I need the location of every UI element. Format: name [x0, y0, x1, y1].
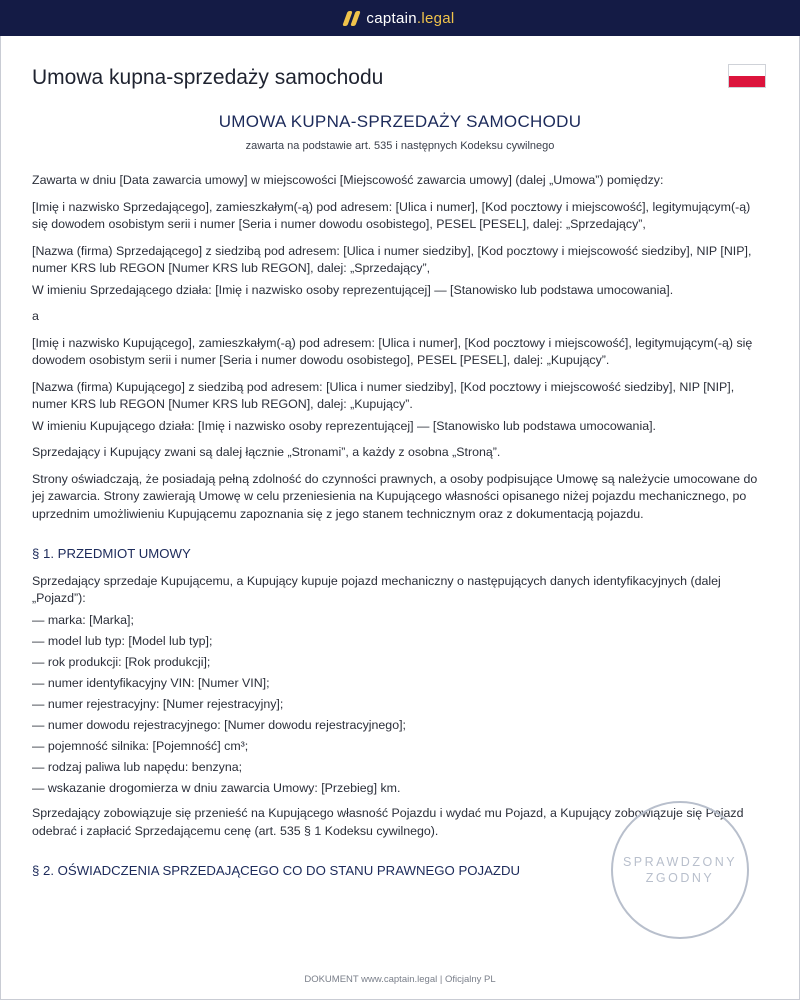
- list-item: — pojemność silnika: [Pojemność] cm³;: [32, 738, 249, 753]
- stamp-line-2: ZGODNY: [645, 871, 715, 885]
- buyer-company-paragraph: [Nazwa (firma) Kupującego] z siedzibą pod adresem: [Ulica i numer siedziby], [Kod pocztowy i miejscowość siedziby], NIP [NIP], numer KRS lub REGON [Numer KRS lub REGON], dalej: „Kupujący”.: [32, 379, 735, 411]
- verified-stamp: [611, 801, 749, 939]
- contract-subheading: zawarta na podstawie art. 535 i następnych Kodeksu cywilnego: [245, 140, 555, 152]
- parties-paragraph: Sprzedający i Kupujący zwani są dalej łącznie „Stronami”, a każdy z osobna „Stroną”.: [32, 445, 501, 459]
- declaration-paragraph: Strony oświadczają, że posiadają pełną zdolność do czynności prawnych, a osoby podpisujące Umowę są należycie umocowane do jej zawarcia. Strony zawierają Umowę w celu przeniesienia na Kupującego własności opisanego niżej pojazdu mechanicznego, po uprzednim umożliwieniu Kupującemu zapoznania się z jego stanem technicznym oraz z dokumentacją pojazdu.: [32, 471, 758, 521]
- seller-representative-paragraph: W imieniu Sprzedającego działa: [Imię i nazwisko osoby reprezentującej] — [Stanowisko lub podstawa umocowania].: [32, 282, 674, 297]
- and-separator: a: [32, 309, 39, 323]
- list-item: — rok produkcji: [Rok produkcji];: [32, 654, 211, 669]
- list-item: — numer dowodu rejestracyjnego: [Numer dowodu rejestracyjnego];: [32, 717, 406, 732]
- list-item: — rodzaj paliwa lub napędu: benzyna;: [32, 759, 243, 774]
- brand-word: captain: [366, 9, 417, 27]
- buyer-person-paragraph: [Imię i nazwisko Kupującego], zamieszkałym(-ą) pod adresem: [Ulica i numer], [Kod pocztowy i miejscowość], legitymującym(-ą) się dowodem osobistym serii i numer [Seria i numer dowodu osobistego], PESEL [PESEL], dalej: „Kupujący”.: [32, 335, 753, 367]
- section-1-closing: Sprzedający zobowiązuje się przenieść na Kupującego własność Pojazdu i wydać mu Pojazd, a Kupujący zobowiązuje się Pojazd odebrać i zapłacić Sprzedającemu cenę (art. 535 § 1 Kodeksu cywilnego).: [32, 806, 744, 838]
- captain-legal-logo-icon: [343, 11, 361, 26]
- list-item: — wskazanie drogomierza w dniu zawarcia Umowy: [Przebieg] km.: [32, 780, 401, 795]
- list-item: — numer identyfikacyjny VIN: [Numer VIN];: [32, 675, 270, 690]
- brand-name[interactable]: [366, 10, 454, 27]
- seller-person-paragraph: [Imię i nazwisko Sprzedającego], zamieszkałym(-ą) pod adresem: [Ulica i numer], [Kod pocztowy i miejscowość], legitymującym(-ą) się dowodem osobistym serii i numer [Seria i numer dowodu osobistego], PESEL [PESEL], dalej: „Sprzedający”,: [32, 199, 751, 231]
- list-item: — marka: [Marka];: [32, 612, 134, 627]
- buyer-representative-paragraph: W imieniu Kupującego działa: [Imię i nazwisko osoby reprezentującej] — [Stanowisko lub podstawa umocowania].: [32, 418, 656, 433]
- list-item: — numer rejestracyjny: [Numer rejestracyjny];: [32, 696, 284, 711]
- section-1-title: § 1. PRZEDMIOT UMOWY: [32, 546, 191, 561]
- section-2-title: § 2. OŚWIADCZENIA SPRZEDAJĄCEGO CO DO STANU PRAWNEGO POJAZDU: [32, 863, 520, 878]
- seller-company-paragraph: [Nazwa (firma) Sprzedającego] z siedzibą pod adresem: [Ulica i numer siedziby], [Kod pocztowy i miejscowość siedziby], NIP [NIP], numer KRS lub REGON [Numer KRS lub REGON], dalej: „Sprzedający”,: [32, 243, 752, 275]
- contract-body: [32, 172, 768, 890]
- section-1-intro: Sprzedający sprzedaje Kupującemu, a Kupujący kupuje pojazd mechaniczny o następujących danych identyfikacyjnych (dalej „Pojazd”):: [32, 573, 721, 605]
- document-title: Umowa kupna-sprzedaży samochodu: [32, 66, 384, 89]
- poland-flag-icon: [728, 64, 766, 88]
- stamp-line-1: SPRAWDZONY: [622, 855, 738, 869]
- contract-heading: UMOWA KUPNA-SPRZEDAŻY SAMOCHODU: [218, 112, 582, 131]
- brand-accent: legal: [421, 9, 455, 27]
- vehicle-details-list: [32, 612, 768, 798]
- top-bar: [0, 0, 800, 36]
- list-item: — model lub typ: [Model lub typ];: [32, 633, 213, 648]
- page-footer: DOKUMENT www.captain.legal | Oficjalny PL: [304, 974, 496, 985]
- intro-paragraph: Zawarta w dniu [Data zawarcia umowy] w miejscowości [Miejscowość zawarcia umowy] (dalej „Umowa”) pomiędzy:: [32, 173, 664, 187]
- brand-dot: .: [416, 9, 422, 27]
